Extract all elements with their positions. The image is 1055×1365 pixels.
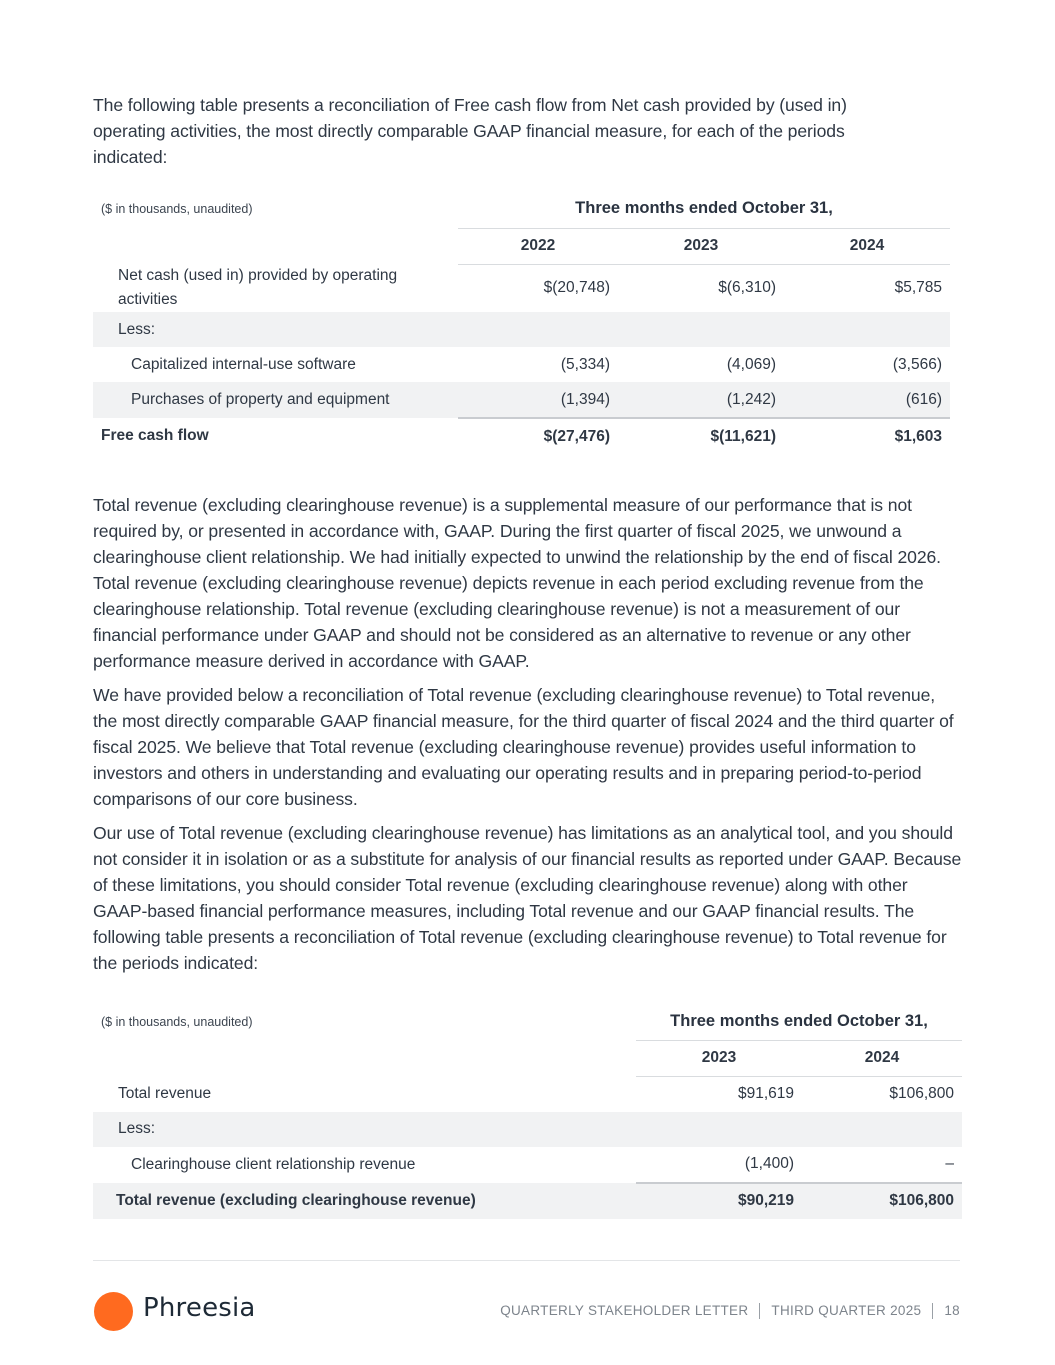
cell-value: $(11,621) [618, 418, 784, 454]
row-label: Less: [93, 312, 458, 347]
period-header: Three months ended October 31, [670, 1012, 928, 1031]
intro-paragraph: The following table presents a reconciliation of Free cash flow from Net cash provided by (used in) operating activities, the most directly comparable GAAP financial measure, for each of the periods indicated: [93, 95, 847, 167]
total-revenue-table [93, 1004, 962, 1219]
page-footer [500, 1303, 960, 1319]
column-header-2023: 2023 [636, 1040, 802, 1076]
total-row [93, 1183, 962, 1219]
column-header-2023: 2023 [618, 228, 784, 264]
separator [759, 1303, 760, 1319]
phreesia-logo-icon [94, 1292, 133, 1331]
table-row [93, 312, 950, 347]
cell-value: (1,242) [618, 382, 784, 418]
cell-value: $106,800 [802, 1183, 962, 1219]
cell-value: (1,400) [744, 1155, 794, 1172]
table-row [93, 347, 950, 382]
column-header-2024: 2024 [802, 1040, 962, 1076]
cell-value: $91,619 [737, 1085, 794, 1102]
cell-value: (4,069) [726, 355, 776, 373]
cell-value: $(6,310) [718, 279, 776, 297]
paragraph-supplemental-measure: Total revenue (excluding clearinghouse revenue) is a supplemental measure of our performance that is not required by, or presented in accordance with, GAAP. During the first quarter of fiscal 2025, we unwound a clearinghouse client relationship. We had initially expected to unwind the relationship by the end of fiscal 2026. Total revenue (excluding clearinghouse revenue) depicts revenue in each period excluding revenue from the clearinghouse relationship. Total revenue (excluding clearinghouse revenue) is not a measurement of our financial performance under GAAP and should not be considered as an alternative to revenue or any other performance measure derived in accordance with GAAP. [93, 495, 941, 671]
period-header: Three months ended October 31, [575, 199, 833, 218]
cell-value: – [945, 1155, 954, 1172]
table-row [93, 1147, 962, 1183]
row-label: Capitalized internal-use software [131, 355, 356, 373]
cell-value: $1,603 [784, 418, 950, 454]
cell-value: (1,394) [458, 382, 618, 418]
paragraph-limitations: Our use of Total revenue (excluding clearinghouse revenue) has limitations as an analytical tool, and you should not consider it in isolation or as a substitute for analysis of our financial results as reported under GAAP. Because of these limitations, you should consider Total revenue (excluding clearinghouse revenue) along with other GAAP-based financial performance measures, including Total revenue and our GAAP financial results. The following table presents a reconciliation of Total revenue (excluding clearinghouse revenue) to Total revenue for the periods indicated: [93, 823, 962, 973]
cell-value: $90,219 [636, 1183, 802, 1219]
cell-value: $(20,748) [543, 279, 610, 297]
row-label: Clearinghouse client relationship revenue [131, 1155, 416, 1173]
cell-value: $(27,476) [458, 418, 618, 454]
table-row [93, 264, 950, 312]
column-header-2022: 2022 [458, 228, 618, 264]
paragraph-reconciliation-description: We have provided below a reconciliation of Total revenue (excluding clearinghouse revenue) to Total revenue, the most directly comparable GAAP financial measure, for the third quarter of fiscal 2024 and the third quarter of fiscal 2025. We believe that Total revenue (excluding clearinghouse revenue) provides useful information to investors and others in understanding and evaluating our operating results and in preparing period-to-period comparisons of our core business. [93, 685, 954, 809]
table-row [93, 1076, 962, 1112]
cell-value: (616) [784, 382, 950, 418]
column-header-2024: 2024 [784, 228, 950, 264]
table-row [93, 382, 950, 418]
row-label: Less: [93, 1112, 636, 1147]
total-row [93, 418, 950, 454]
brand-name: Phreesia [143, 1293, 256, 1323]
page-number: 18 [944, 1303, 960, 1318]
row-label: Net cash (used in) provided by operating activities [118, 267, 398, 308]
document-title: QUARTERLY STAKEHOLDER LETTER [500, 1303, 749, 1318]
table-row [93, 1112, 962, 1147]
separator [932, 1303, 933, 1319]
table-note: ($ in thousands, unaudited) [101, 1015, 253, 1029]
period-label: THIRD QUARTER 2025 [771, 1303, 922, 1318]
cell-value: $5,785 [894, 279, 942, 297]
cell-value: $106,800 [889, 1085, 954, 1102]
cell-value: (5,334) [560, 355, 610, 373]
row-label: Total revenue (excluding clearinghouse revenue) [93, 1183, 636, 1219]
free-cash-flow-table [93, 190, 950, 454]
row-label: Purchases of property and equipment [93, 382, 458, 418]
footer-divider [93, 1260, 960, 1261]
row-label: Total revenue [118, 1084, 212, 1102]
cell-value: (3,566) [892, 355, 942, 373]
row-label: Free cash flow [101, 427, 209, 444]
table-note: ($ in thousands, unaudited) [101, 202, 253, 216]
